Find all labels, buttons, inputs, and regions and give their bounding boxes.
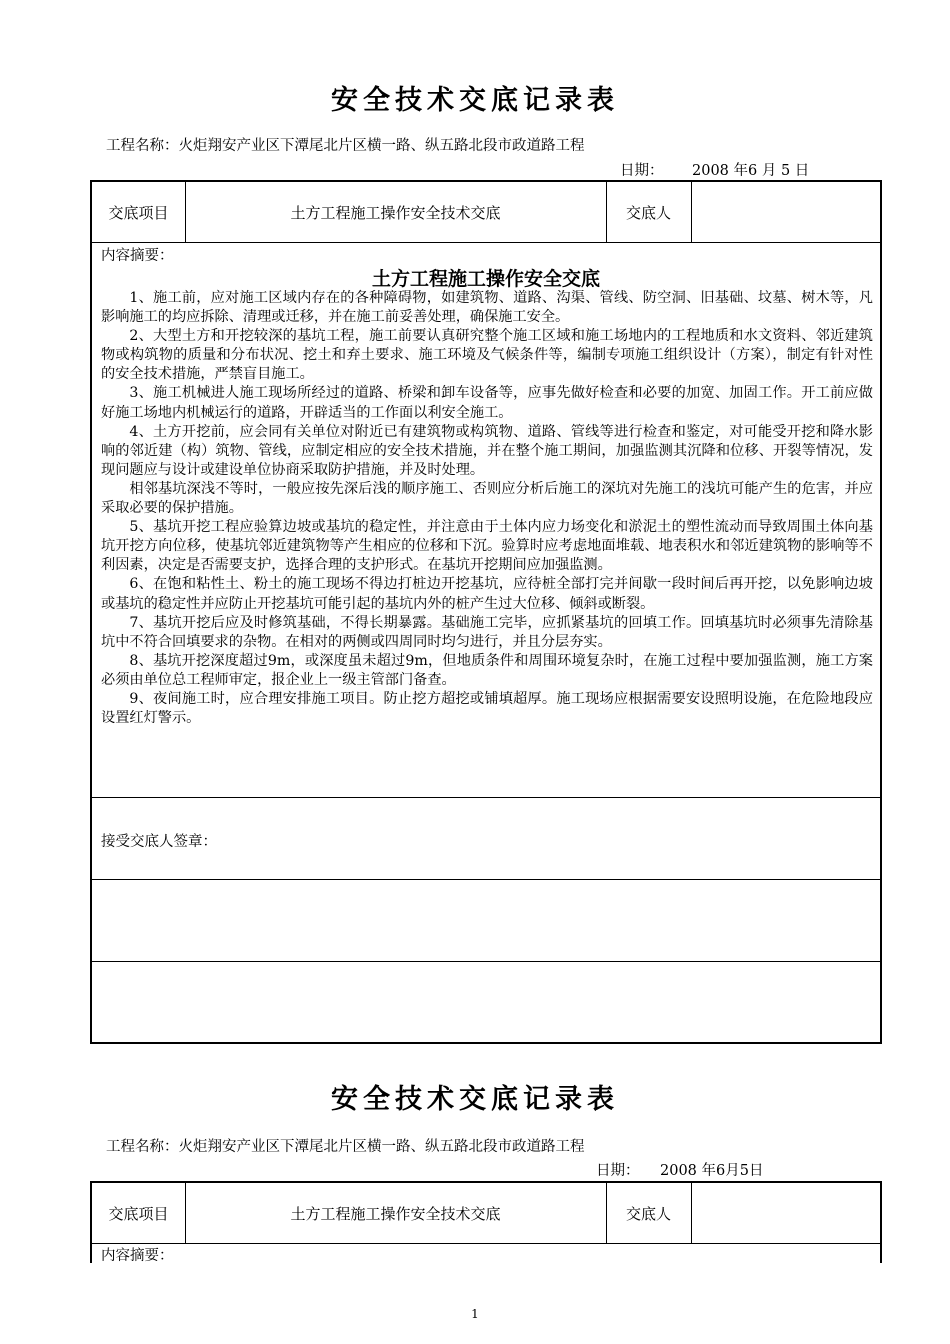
- paragraph: 3、施工机械进人施工现场所经过的道路、桥梁和卸车设备等，应事先做好检查和必要的加宽、加固工作。开工前应做好施工场地内机械运行的道路，开辟适当的工作面以利安全施工。: [101, 385, 873, 421]
- sheet1-person-value: [691, 182, 880, 242]
- paragraph: 1、施工前，应对施工区域内存在的各种障碍物，如建筑物、道路、沟渠、管线、防空洞、旧基础、坟墓、树木等，凡影响施工的均应拆除、清理或迁移，并在施工前妥善处理，确保施工安全。: [101, 290, 873, 326]
- sheet1-row-divider: [92, 961, 880, 962]
- sheet1-signature-label: 接受交底人签章：: [101, 834, 217, 850]
- sheet1-project-label: 工程名称：: [106, 138, 179, 154]
- sheet1-item-value: 土方工程施工操作安全技术交底: [290, 203, 501, 222]
- sheet1-project-line: [106, 134, 585, 155]
- sheet1-date-value: 2008 年6 月 5 日: [692, 163, 810, 179]
- paragraph: 4、土方开挖前，应会同有关单位对附近已有建筑物或构筑物、道路、管线等进行检查和鉴定，对可能受开挖和降水影响的邻近建（构）筑物、管线，应制定相应的安全技术措施，并在整个施工期间，加强监测其沉降和位移、开裂等情况，发现问题应与设计或建设单位协商采取防护措施，并及时处理。: [101, 423, 873, 478]
- sheet2-summary-label: 内容摘要：: [101, 1248, 174, 1264]
- sheet2-date-value: 2008 年6月5日: [660, 1163, 764, 1179]
- sheet2-item-value: 土方工程施工操作安全技术交底: [290, 1204, 501, 1223]
- sheet1-person-label: 交底人: [625, 203, 671, 222]
- sheet2-project-label: 工程名称：: [106, 1139, 179, 1155]
- sheet1-title: 安全技术交底记录表: [331, 85, 619, 116]
- sheet2-record-table: [90, 1181, 882, 1263]
- sheet1-project-name: 火炬翔安产业区下潭尾北片区横一路、纵五路北段市政道路工程: [178, 138, 585, 154]
- sheet2-title: 安全技术交底记录表: [331, 1084, 619, 1115]
- sheet2-person-label: 交底人: [625, 1204, 671, 1223]
- sheet2-date-label: 日期：: [596, 1163, 640, 1179]
- sheet1-content-body: [101, 289, 873, 728]
- paragraph: 7、基坑开挖后应及时修筑基础，不得长期暴露。基础施工完毕，应抓紧基坑的回填工作。回填基坑时必须事先清除基坑中不符合回填要求的杂物。在相对的两侧或四周同时均匀进行，并且分层夯实。: [101, 614, 873, 650]
- sheet1-item-label: 交底项目: [108, 203, 169, 222]
- sheet1-content-title: 土方工程施工操作安全交底: [371, 268, 600, 290]
- sheet2-header-row: [92, 1183, 880, 1244]
- sheet2-project-name: 火炬翔安产业区下潭尾北片区横一路、纵五路北段市政道路工程: [178, 1139, 585, 1155]
- sheet1-summary-label: 内容摘要：: [101, 248, 174, 264]
- sheet2-person-value: [691, 1183, 880, 1243]
- paragraph: 5、基坑开挖工程应验算边坡或基坑的稳定性，并注意由于土体内应力场变化和淤泥土的塑性流动而导致周围土体向基坑开挖方向位移，使基坑邻近建筑物等产生相应的位移和下沉。验算时应考虑地面堆载、地表积水和邻近建筑物的影响等不利因素，决定是否需要支护，选择合理的支护形式。在基坑开挖期间应加强监测。: [101, 519, 873, 574]
- paragraph: 8、基坑开挖深度超过9m，或深度虽未超过9m，但地质条件和周围环境复杂时，在施工过程中要加强监测，施工方案必须由单位总工程师审定，报企业上一级主管部门备查。: [101, 652, 873, 688]
- paragraph: 2、大型土方和开挖较深的基坑工程，施工前要认真研究整个施工区域和施工场地内的工程地质和水文资料、邻近建筑物或构筑物的质量和分布状况、挖土和弃土要求、施工环境及气候条件等，编制专项施工组织设计（方案），制定有针对性的安全技术措施，严禁盲目施工。: [101, 328, 873, 383]
- sheet2-project-line: [106, 1135, 585, 1156]
- sheet2-date-line: [596, 1159, 763, 1180]
- paragraph: 9、夜间施工时，应合理安排施工项目。防止挖方超挖或铺填超厚。施工现场应根据需要安设照明设施，在危险地段应设置红灯警示。: [101, 690, 873, 727]
- paragraph: 相邻基坑深浅不等时，一般应按先深后浅的顺序施工、否则应分析后施工的深坑对先施工的浅坑可能产生的危害，并应采取必要的保护措施。: [101, 480, 873, 517]
- sheet2-item-label: 交底项目: [108, 1204, 169, 1223]
- sheet1-record-table: [90, 180, 882, 1044]
- sheet1-date-line: [620, 159, 809, 180]
- sheet1-row-divider: [92, 797, 880, 798]
- sheet1-date-label: 日期：: [620, 163, 664, 179]
- paragraph: 6、在饱和粘性土、粉土的施工现场不得边打桩边开挖基坑，应待桩全部打完并间歇一段时间后再开挖，以免影响边坡或基坑的稳定性并应防止开挖基坑可能引起的基坑内外的桩产生过大位移、倾斜或断裂。: [101, 576, 873, 612]
- page-number: 1: [471, 1307, 479, 1321]
- sheet1-row-divider: [92, 879, 880, 880]
- sheet1-header-row: [92, 182, 880, 243]
